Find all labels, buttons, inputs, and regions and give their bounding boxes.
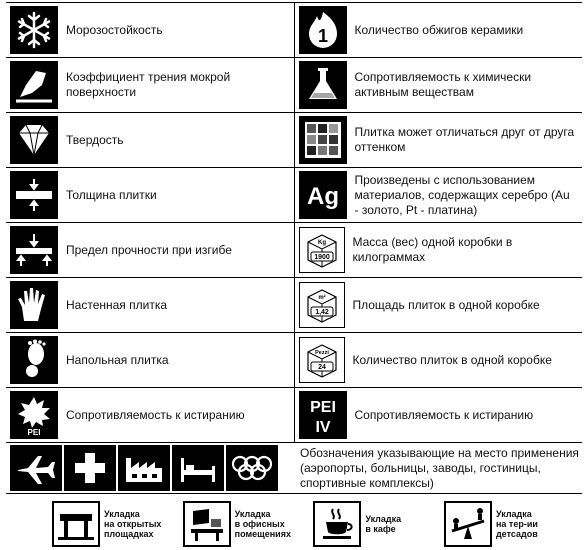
usage-areas — [52, 500, 572, 548]
box-pieces-icon — [299, 337, 345, 383]
box-weight-value: 1900 — [313, 254, 330, 261]
legend-label: Плитка может отличаться друг от друга оттенком — [354, 125, 575, 154]
airplane-icon — [10, 445, 62, 491]
legend-label: Сопротивляемость к химически активным веществам — [354, 70, 532, 99]
thickness-icon — [10, 171, 58, 219]
bed-icon — [172, 445, 224, 491]
box-area-value: 1,42 — [314, 309, 329, 316]
legend-label: Твердость — [66, 132, 124, 147]
ag-icon — [299, 171, 347, 219]
usage-item — [444, 500, 572, 548]
box-pieces-value: 24 — [317, 364, 326, 371]
legend-label: Напольная плитка — [66, 352, 169, 367]
legend-cell — [295, 278, 583, 332]
legend-label: Произведены с использованием материалов, содержащих серебро (Au - золото, Pt - платина) — [354, 172, 570, 217]
legend-cell — [6, 223, 295, 277]
footprint-icon — [10, 336, 58, 384]
usage-label-line: Укладка — [104, 509, 140, 519]
olympic-rings-icon — [226, 445, 278, 491]
pei-iv-top-text: PEI — [309, 399, 336, 416]
legend-cell — [295, 388, 583, 442]
box-pieces-unit: Pezzi — [314, 350, 329, 356]
firing-count-icon — [299, 6, 347, 54]
usage-label-line: Укладка — [495, 509, 532, 519]
legend-label: Количество плиток в одной коробке — [352, 352, 552, 367]
usage-label — [104, 509, 161, 539]
legend-label: Настенная плитка — [66, 297, 168, 312]
pei-burst-icon — [10, 391, 58, 439]
pei-iv-bottom-text: IV — [314, 419, 331, 436]
firing-number: 1 — [317, 26, 328, 46]
usage-label-line: Укладка — [365, 514, 402, 524]
usage-item — [183, 500, 311, 548]
legend-cell — [6, 113, 295, 167]
legend-cell — [6, 278, 295, 332]
places-icons — [6, 445, 296, 491]
box-weight-icon — [299, 227, 345, 273]
legend-label: Коэффициент трения мокрой поверхности — [66, 70, 231, 99]
usage-label-line: площадках — [104, 529, 154, 539]
legend-cell — [6, 388, 295, 442]
snowflake-icon — [10, 6, 58, 54]
legend-row — [6, 388, 582, 443]
legend-label: Сопротивляемость к истиранию — [354, 407, 534, 422]
hand-icon — [10, 281, 58, 329]
legend-cell — [295, 113, 583, 167]
factory-icon — [118, 445, 170, 491]
shade-grid-icon — [299, 116, 347, 164]
legend-cell — [295, 223, 583, 277]
ag-symbol: Ag — [306, 183, 339, 210]
legend-label: Морозостойкость — [66, 22, 163, 37]
bending-strength-icon — [10, 226, 58, 274]
usage-label-line: помещениях — [234, 529, 291, 539]
cafe-cup-icon — [313, 501, 361, 547]
legend-row — [6, 168, 582, 223]
legend-row — [6, 58, 582, 113]
legend-row — [6, 113, 582, 168]
legend-row — [6, 2, 582, 58]
box-weight-unit: Kg — [317, 240, 326, 246]
legend-label: Масса (вес) одной коробки в килограммах — [352, 235, 513, 264]
legend-grid — [6, 2, 582, 494]
legend-cell — [6, 58, 295, 112]
diamond-icon — [10, 116, 58, 164]
outdoor-table-icon — [52, 501, 100, 547]
legend-row — [6, 278, 582, 333]
legend-cell — [295, 333, 583, 387]
pei-burst-label: PEI — [27, 428, 41, 437]
usage-label — [235, 509, 291, 539]
usage-label-line: детсадов — [495, 529, 538, 539]
pei-iv-icon — [299, 391, 347, 439]
legend-label: Площадь плиток в одной коробке — [352, 297, 540, 312]
legend-cell — [6, 168, 295, 222]
wet-friction-shoe-icon — [10, 61, 58, 109]
legend-cell — [295, 168, 583, 222]
legend-row — [6, 333, 582, 388]
box-area-icon — [299, 282, 345, 328]
usage-label-line: на открытых — [104, 519, 162, 529]
flask-icon — [299, 61, 347, 109]
legend-row — [6, 223, 582, 278]
legend-cell — [6, 333, 295, 387]
legend-label: Предел прочности при изгибе — [66, 242, 232, 257]
usage-label-line: на тер-ии — [495, 519, 538, 529]
legend-label: Толщина плитки — [66, 187, 157, 202]
seesaw-icon — [444, 501, 492, 547]
usage-item — [313, 500, 441, 548]
hospital-cross-icon — [64, 445, 116, 491]
usage-label — [365, 514, 401, 534]
usage-label-line: Укладка — [234, 509, 271, 519]
box-area-unit: m² — [317, 295, 326, 301]
usage-label-line: в офисных — [234, 519, 285, 529]
office-desk-icon — [183, 501, 231, 547]
places-description: Обозначения указывающие на место применения (аэропорты, больницы, заводы, гостиницы, спортивные комплексы) — [300, 445, 579, 490]
legend-cell — [295, 3, 583, 57]
legend-cell — [6, 3, 295, 57]
legend-label: Количество обжигов керамики — [354, 22, 524, 37]
usage-label-line: в кафе — [365, 524, 396, 534]
usage-item — [52, 500, 180, 548]
places-row — [6, 443, 582, 494]
usage-label — [496, 509, 538, 539]
legend-cell — [295, 58, 583, 112]
legend-label: Сопротивляемость к истиранию — [66, 407, 245, 422]
